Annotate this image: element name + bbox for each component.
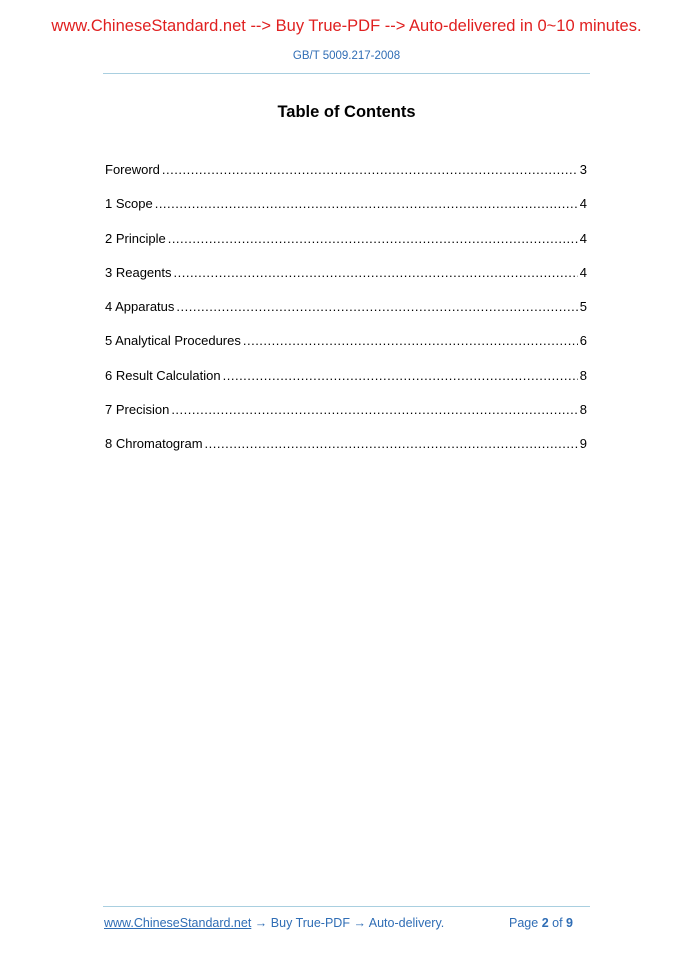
toc-entry-page: 4 [579, 264, 587, 280]
toc-entry-page: 4 [579, 230, 587, 246]
toc-entry-label: 7 Precision [105, 402, 170, 418]
dot-leader [168, 231, 578, 246]
of-label: of [552, 916, 563, 930]
toc-entry-page: 8 [579, 402, 587, 418]
toc-entry-page: 5 [579, 299, 587, 315]
dot-leader [176, 299, 577, 314]
toc-title: Table of Contents [277, 103, 416, 121]
toc-entry-label: 1 Scope [105, 196, 153, 212]
toc-entry-label: 3 Reagents [105, 264, 172, 280]
toc-entry-page: 8 [579, 367, 587, 383]
dot-leader [162, 162, 578, 177]
toc-entry-analytical-procedures[interactable] [105, 333, 587, 367]
toc-entry-apparatus[interactable] [105, 299, 587, 333]
dot-leader [155, 196, 578, 211]
document-code: GB/T 5009.217-2008 [292, 50, 401, 62]
dot-leader [223, 368, 578, 383]
buy-text: Buy True-PDF [270, 916, 350, 930]
current-page: 2 [541, 916, 549, 930]
toc-entry-scope[interactable] [105, 196, 587, 230]
footer-divider [103, 906, 590, 907]
delivery-text: Auto-delivery. [368, 916, 445, 930]
toc-entry-label: Foreword [105, 162, 160, 177]
dot-leader [171, 402, 577, 417]
toc-entry-chromatogram[interactable] [105, 436, 587, 470]
page-label: Page [509, 916, 539, 930]
arrow-icon: → [254, 916, 268, 930]
toc-entry-label: 4 Apparatus [105, 299, 175, 315]
toc-entry-page: 9 [579, 436, 587, 452]
toc-entry-label: 6 Result Calculation [105, 367, 221, 383]
toc-entry-principle[interactable] [105, 231, 587, 265]
toc-entry-result-calculation[interactable] [105, 368, 587, 402]
toc-entry-reagents[interactable] [105, 265, 587, 299]
top-banner[interactable]: www.ChineseStandard.net --> Buy True-PDF --> Auto-delivered in 0~10 minutes. [51, 17, 642, 35]
toc-entry-page: 3 [579, 162, 587, 177]
toc-entry-page: 6 [579, 333, 587, 349]
toc-entry-label: 8 Chromatogram [105, 436, 203, 452]
page-indicator [509, 916, 573, 930]
dot-leader [205, 436, 578, 451]
total-pages: 9 [566, 916, 573, 930]
footer-links [104, 916, 444, 930]
dot-leader [174, 265, 578, 280]
toc-entry-label: 2 Principle [105, 230, 166, 246]
toc-entry-precision[interactable] [105, 402, 587, 436]
toc-entry-label: 5 Analytical Procedures [105, 333, 241, 349]
dot-leader [243, 333, 578, 348]
toc-entry-page: 4 [579, 196, 587, 212]
site-link[interactable]: www.ChineseStandard.net [104, 916, 252, 930]
toc-list [105, 162, 587, 471]
toc-entry-foreword[interactable] [105, 162, 587, 196]
arrow-icon: → [353, 916, 366, 930]
header-divider [103, 73, 590, 74]
